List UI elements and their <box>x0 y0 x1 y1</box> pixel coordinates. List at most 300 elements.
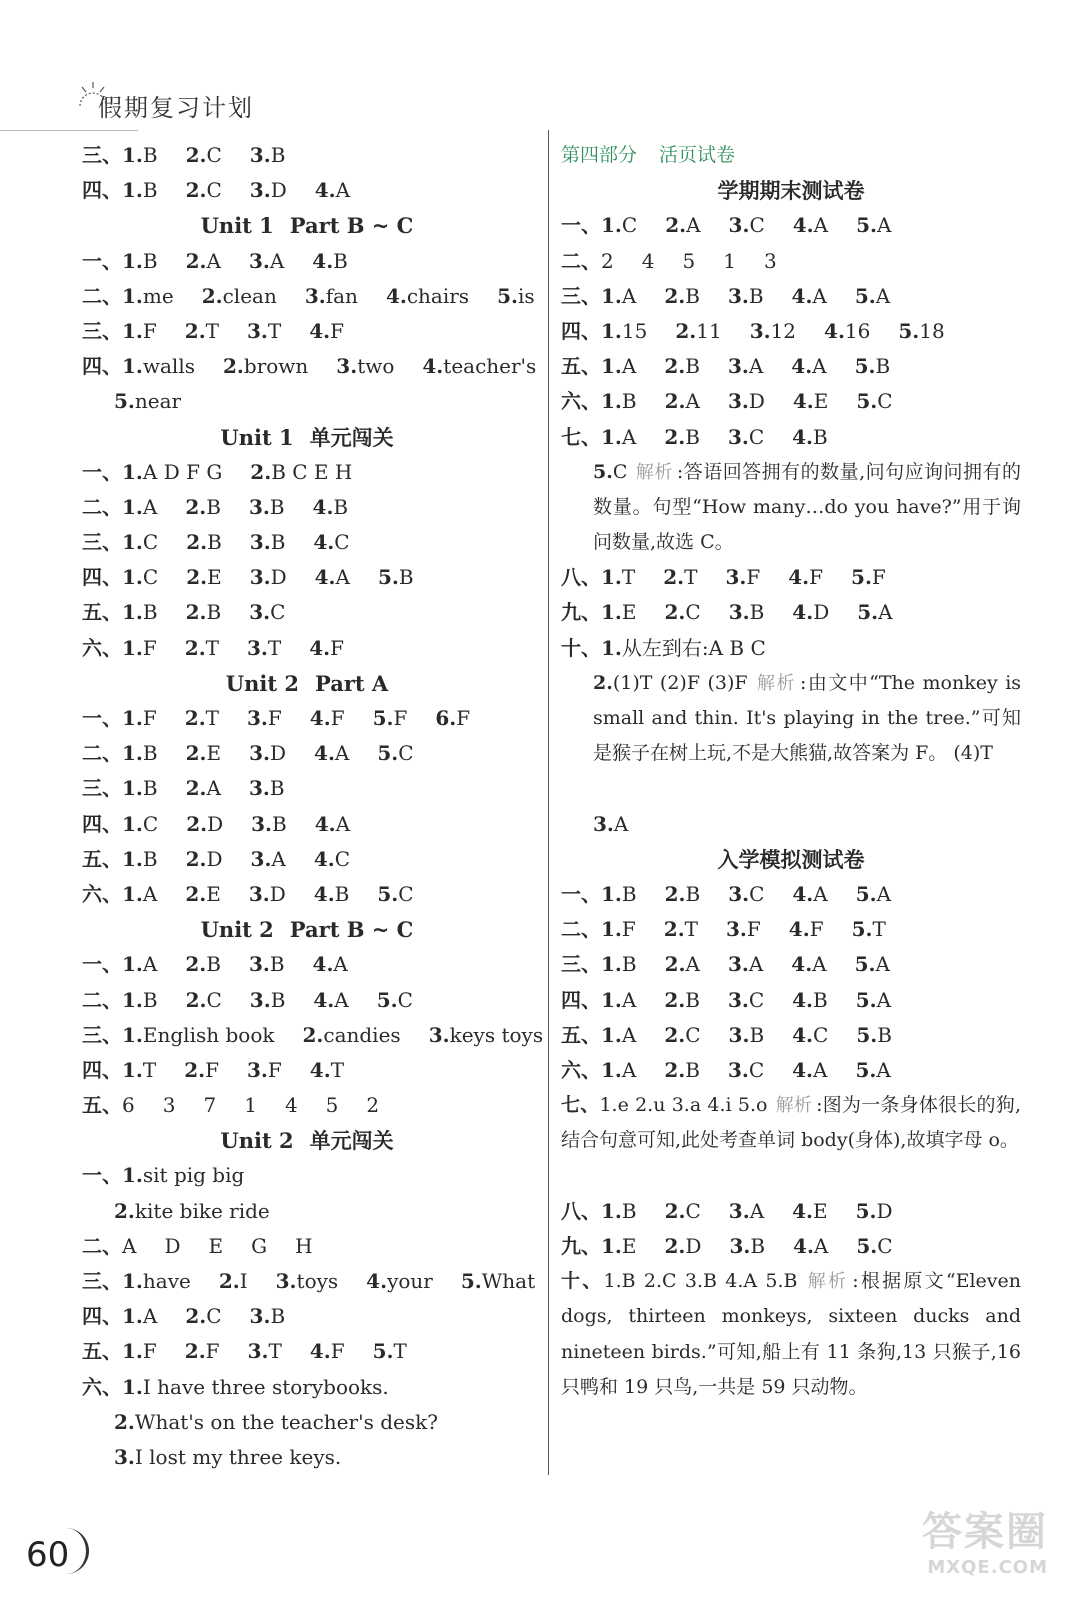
item-answer: A <box>621 1057 637 1082</box>
question-number: 四、 <box>82 565 122 590</box>
answer-item <box>250 988 286 1012</box>
part-heading <box>561 138 1021 173</box>
item-number: 4. <box>385 283 407 308</box>
answer-item <box>185 1339 220 1363</box>
item-answer: I lost my three keys. <box>134 1444 342 1469</box>
answer-item <box>461 1269 535 1293</box>
item-answer: A <box>122 1233 137 1258</box>
item-answer: 18 <box>919 318 945 343</box>
answer-row <box>82 1088 532 1123</box>
item-answer: B <box>206 600 222 625</box>
answer-row <box>561 384 1021 419</box>
item-answer: F <box>746 917 761 942</box>
answer-item <box>185 706 219 730</box>
item-answer: T <box>621 565 636 590</box>
item-number: 4. <box>792 1057 814 1082</box>
answer-item <box>601 636 766 660</box>
answer-row <box>82 1264 536 1299</box>
answer-item <box>249 249 284 273</box>
item-number: 3. <box>247 635 268 660</box>
section-title-part: 单元闯关 <box>309 424 394 450</box>
question-number: 三、 <box>82 318 122 343</box>
item-number: 5. <box>898 318 920 343</box>
item-answer: D <box>270 565 287 590</box>
item-answer: English book <box>142 1022 275 1047</box>
watermark-url: MXQE.COM <box>927 1557 1048 1578</box>
page-number: 60 <box>26 1535 70 1575</box>
item-number: 1. <box>601 1057 622 1082</box>
question-number: 十、 <box>561 635 601 660</box>
answer-item <box>315 178 350 202</box>
item-number: 1. <box>601 354 622 379</box>
item-answer: E <box>813 389 829 414</box>
answer-item <box>675 319 721 343</box>
question-number: 二、 <box>82 494 122 519</box>
answer-item <box>373 1339 407 1363</box>
item-answer: B <box>398 565 414 590</box>
answer-item <box>247 1058 282 1082</box>
item-number: 4. <box>314 178 336 203</box>
answer-row <box>82 1299 532 1334</box>
item-answer: C <box>748 987 765 1012</box>
answer-item <box>728 284 764 308</box>
item-number: 5. <box>372 706 394 730</box>
answer-item <box>114 1199 270 1223</box>
item-answer: T <box>142 1057 157 1082</box>
item-number: 1. <box>122 1339 143 1364</box>
answer-item <box>593 812 628 836</box>
answer-item <box>186 143 222 167</box>
answer-item <box>122 1163 244 1187</box>
item-number: 3. <box>249 1304 271 1329</box>
question-number: 二、 <box>82 987 122 1012</box>
answer-row <box>82 1158 532 1193</box>
section-title-part: Unit 1 <box>220 424 294 450</box>
item-answer: 从左到右:A B C <box>621 635 766 660</box>
answer-item <box>664 917 698 941</box>
item-answer: B <box>685 424 700 449</box>
answer-item <box>122 1269 191 1293</box>
item-answer: B C E H <box>271 459 353 484</box>
item-number: 4. <box>788 565 810 590</box>
item-answer: F <box>456 706 471 730</box>
answer-row <box>82 138 532 173</box>
answer-item <box>601 389 637 413</box>
item-answer: T <box>330 1057 345 1082</box>
answer-row <box>561 420 1021 455</box>
answer-item <box>857 600 892 624</box>
page-number-bracket <box>64 1528 89 1574</box>
sun-icon <box>76 80 110 110</box>
answer-item <box>285 1093 298 1117</box>
item-number: 3. <box>248 881 270 906</box>
explanation-paragraph <box>561 1088 1021 1194</box>
item-answer: 6 <box>122 1093 135 1118</box>
item-number: 3. <box>728 1022 750 1047</box>
item-answer: C <box>749 213 765 238</box>
answer-item <box>122 706 157 730</box>
item-answer: A <box>813 1233 829 1258</box>
answer-item <box>186 812 223 836</box>
question-number: 四、 <box>561 318 601 343</box>
answer-item <box>276 1269 339 1293</box>
item-answer: near <box>134 389 182 414</box>
question-number: 三、 <box>82 1269 122 1293</box>
answer-item <box>250 460 352 484</box>
item-answer: B <box>269 776 285 801</box>
item-number: 4. <box>788 917 810 942</box>
answer-item <box>377 741 413 765</box>
item-answer: B <box>621 1198 637 1223</box>
answer-item <box>185 882 221 906</box>
item-number: 4. <box>792 987 814 1012</box>
item-number: 3. <box>728 213 750 238</box>
item-answer: A <box>269 248 285 273</box>
item-number: 4. <box>791 354 813 379</box>
item-answer: B <box>749 1022 765 1047</box>
answer-item <box>250 143 286 167</box>
answer-item <box>852 917 886 941</box>
page-header <box>78 88 254 123</box>
item-answer: E <box>206 741 222 766</box>
question-number: 六、 <box>82 1374 122 1399</box>
item-answer: B <box>270 1304 286 1329</box>
question-number: 一、 <box>561 882 601 907</box>
item-number: 1. <box>122 459 143 484</box>
answer-item <box>366 1093 379 1117</box>
answer-item <box>122 460 222 484</box>
item-number: 2. <box>218 1269 240 1293</box>
item-answer: E <box>206 881 221 906</box>
answer-item <box>186 847 223 871</box>
header-title: 假期复习计划 <box>98 94 254 122</box>
analysis-label: 解析 <box>635 461 673 483</box>
item-number: 3. <box>247 1339 269 1364</box>
answer-row <box>82 983 532 1018</box>
answer-row <box>561 947 1021 982</box>
item-number: 4. <box>313 846 335 871</box>
item-number: 1. <box>122 600 143 625</box>
item-number: 3. <box>249 143 271 167</box>
question-number: 二、 <box>82 283 122 308</box>
answer-item <box>186 988 222 1012</box>
item-answer: F <box>142 318 157 343</box>
question-number: 二、 <box>561 248 601 273</box>
item-answer: E <box>621 600 637 625</box>
item-answer: A <box>142 1304 158 1329</box>
answer-row <box>82 1053 532 1088</box>
item-number: 2. <box>250 459 272 484</box>
item-answer: B <box>270 143 286 167</box>
answer-item <box>856 389 892 413</box>
answer-item <box>186 741 222 765</box>
item-number: 3. <box>428 1022 450 1047</box>
answer-item <box>122 776 158 800</box>
answer-item <box>601 425 636 449</box>
answer-item <box>185 1304 221 1328</box>
item-number: 2. <box>664 354 686 379</box>
item-number: 4. <box>791 283 813 308</box>
item-answer: B <box>813 987 828 1012</box>
item-number: 2. <box>664 987 686 1012</box>
answer-item <box>664 1058 700 1082</box>
section-title <box>82 912 532 947</box>
item-number: 3. <box>249 600 271 625</box>
answer-item <box>750 319 796 343</box>
question-number: 二、 <box>561 917 601 942</box>
header-rule <box>0 130 138 131</box>
item-answer: A <box>335 178 351 203</box>
answer-item <box>601 952 637 976</box>
item-answer: G <box>251 1233 268 1258</box>
section-title <box>82 666 532 701</box>
explanation-paragraph <box>561 666 1021 807</box>
answer-row <box>82 877 532 912</box>
item-answer: 3 <box>162 1093 176 1118</box>
question-number: 七、 <box>561 424 601 449</box>
item-answer: A <box>749 1198 765 1223</box>
item-number: 4. <box>309 318 331 343</box>
answer-item <box>251 1234 267 1258</box>
item-answer: B <box>750 1233 766 1258</box>
section-title-part: 学期期末测试卷 <box>717 178 865 204</box>
item-number: 5. <box>377 565 399 590</box>
item-answer: C <box>749 882 765 907</box>
item-answer: A <box>142 881 158 906</box>
section-title <box>561 173 1021 208</box>
item-answer: teacher's <box>443 354 537 379</box>
item-number: 2. <box>185 952 207 977</box>
item-number: 2. <box>665 213 687 238</box>
item-answer: B <box>142 741 158 766</box>
answer-item <box>122 882 157 906</box>
item-number: 4. <box>792 1022 814 1047</box>
item-answer: B <box>685 283 700 308</box>
item-number: 4. <box>793 1233 814 1258</box>
answer-item <box>665 389 700 413</box>
question-number: 四、 <box>82 178 122 203</box>
item-answer: C <box>877 1233 893 1258</box>
item-answer: your <box>387 1269 433 1293</box>
answer-item <box>601 1023 636 1047</box>
question-number: 五、 <box>82 1093 122 1118</box>
item-number: 1. <box>122 143 143 167</box>
item-answer: B <box>269 494 285 519</box>
item-number: 4. <box>314 811 336 836</box>
question-number: 三、 <box>561 952 601 977</box>
item-number: 3. <box>249 565 271 590</box>
answer-item <box>122 178 158 202</box>
section-title-part: Part B ~ C <box>289 213 414 239</box>
item-number: 5. <box>856 213 877 238</box>
item-number: 3. <box>727 952 749 977</box>
item-answer: B <box>272 811 287 836</box>
item-answer: T <box>268 1339 282 1364</box>
item-number: 5. <box>497 283 518 308</box>
answer-row <box>82 771 532 806</box>
item-number: 5. <box>851 917 873 942</box>
question-number: 四、 <box>82 1304 122 1329</box>
item-number: 2. <box>185 600 207 625</box>
answer-row <box>82 1440 532 1475</box>
item-answer: C <box>621 213 638 238</box>
answer-item <box>250 530 286 554</box>
analysis-text: :由文中“The monkey is small and thin. It's playing in the tree.”可知是猴子在树上玩,不是大熊猫,故答案为 F。 (4)T <box>593 671 1022 765</box>
item-answer: A <box>685 952 700 977</box>
explanation-paragraph <box>561 1264 1021 1405</box>
question-number: 六、 <box>82 635 122 660</box>
answer-row <box>82 1370 532 1405</box>
item-number: 1. <box>122 846 143 871</box>
item-answer: F <box>267 706 282 730</box>
item-answer: B <box>270 987 286 1012</box>
item-answer: A <box>621 283 637 308</box>
answer-item <box>791 952 826 976</box>
item-number: 2. <box>664 1233 686 1258</box>
answer-row <box>82 560 532 595</box>
answer-item <box>728 952 763 976</box>
item-answer: A <box>335 565 350 590</box>
answer-item <box>184 1058 219 1082</box>
answer-item <box>366 1269 433 1293</box>
item-number: 3. <box>726 917 747 942</box>
answer-item <box>856 213 891 237</box>
item-answer: B <box>206 494 221 519</box>
question-number: 六、 <box>82 881 122 906</box>
answer-item <box>792 600 829 624</box>
answer-item <box>249 495 285 519</box>
item-number: 1. <box>601 952 622 977</box>
answer-item <box>122 812 158 836</box>
item-number: 3. <box>728 882 750 907</box>
item-answer: A <box>813 882 828 907</box>
item-number: 2. <box>663 565 685 590</box>
item-number: 3. <box>248 776 270 801</box>
item-number: 3. <box>727 1057 749 1082</box>
item-number: 4. <box>309 706 331 730</box>
item-number: 4. <box>792 389 814 414</box>
answer-item <box>601 249 614 273</box>
item-number: 2. <box>184 1057 206 1082</box>
item-number: 4. <box>313 881 335 906</box>
answer-item <box>186 776 221 800</box>
item-answer: C <box>685 1198 701 1223</box>
item-answer: 3 <box>763 248 777 273</box>
item-answer: T <box>267 318 282 343</box>
item-answer: A <box>686 213 701 238</box>
item-answer: 1 <box>244 1093 257 1118</box>
item-number: 4. <box>792 600 814 625</box>
answer-item <box>244 1093 257 1117</box>
answer-item <box>219 1269 248 1293</box>
answer-item <box>247 636 281 660</box>
item-answer: E <box>621 1233 637 1258</box>
item-answer: C <box>142 530 159 555</box>
answer-item <box>247 706 282 730</box>
part-heading-text: 活页试卷 <box>659 144 736 166</box>
item-answer: A <box>335 811 351 836</box>
item-number: 4. <box>792 424 814 449</box>
item-number: 6. <box>435 706 457 730</box>
section-title <box>561 842 1021 877</box>
item-answer: What <box>481 1269 536 1293</box>
item-number: 2. <box>664 952 686 977</box>
answer-item <box>792 284 827 308</box>
answer-item <box>186 600 222 624</box>
item-answer: F <box>142 635 157 660</box>
item-answer: C <box>142 811 159 836</box>
item-number: 3. <box>250 846 272 871</box>
item-answer: C <box>685 600 701 625</box>
answer-item <box>664 284 700 308</box>
answer-item <box>792 1023 828 1047</box>
item-number: 5. <box>377 881 399 906</box>
item-answer: A <box>334 987 349 1012</box>
item-number: 2. <box>186 811 208 836</box>
answer-item <box>373 706 408 730</box>
answer-item <box>729 1023 765 1047</box>
answer-item <box>729 213 765 237</box>
analysis-label: 解析 <box>775 1095 813 1117</box>
answer-row <box>561 560 1021 595</box>
item-answer: B <box>142 178 158 203</box>
answer-item <box>728 988 764 1012</box>
item-answer: F <box>871 565 886 590</box>
item-number: 1. <box>122 1269 143 1293</box>
answer-item <box>497 284 535 308</box>
item-answer: C <box>206 178 222 203</box>
question-number: 七、 <box>561 1094 600 1117</box>
answer-item <box>250 565 287 589</box>
answer-item <box>315 812 350 836</box>
answer-item <box>122 1375 389 1399</box>
answer-item <box>336 354 394 378</box>
answer-item <box>723 249 736 273</box>
answer-row <box>82 490 532 525</box>
item-number: 1. <box>601 389 622 414</box>
item-number: 1. <box>601 882 622 907</box>
item-answer: F <box>809 565 824 590</box>
item-number: 1. <box>122 1374 143 1399</box>
item-number: 1. <box>122 776 143 801</box>
item-answer: D <box>876 1198 893 1223</box>
item-number: 2. <box>664 1057 686 1082</box>
section-title <box>82 1123 532 1158</box>
item-answer: B <box>685 354 700 379</box>
answer-item <box>314 741 349 765</box>
answer-item <box>665 1234 702 1258</box>
answer-item <box>792 425 828 449</box>
item-number: 3. <box>251 811 273 836</box>
item-number: 4. <box>824 318 845 343</box>
item-answer: kite bike ride <box>134 1198 270 1223</box>
item-number: 2. <box>675 318 697 343</box>
answer-row <box>82 1018 544 1053</box>
answer-item <box>185 495 221 519</box>
answer-row <box>561 1053 1021 1088</box>
item-number: 1. <box>122 706 143 730</box>
question-number: 三、 <box>82 776 122 801</box>
item-answer: 2 <box>366 1093 380 1118</box>
answer-item <box>122 988 158 1012</box>
item-answer: A <box>621 424 637 449</box>
item-number: 1. <box>601 600 622 625</box>
question-number: 五、 <box>561 354 601 379</box>
item-answer: I have three storybooks. <box>142 1374 389 1399</box>
item-answer: B <box>206 952 221 977</box>
answer-item <box>310 1339 345 1363</box>
item-number: 3. <box>727 424 749 449</box>
